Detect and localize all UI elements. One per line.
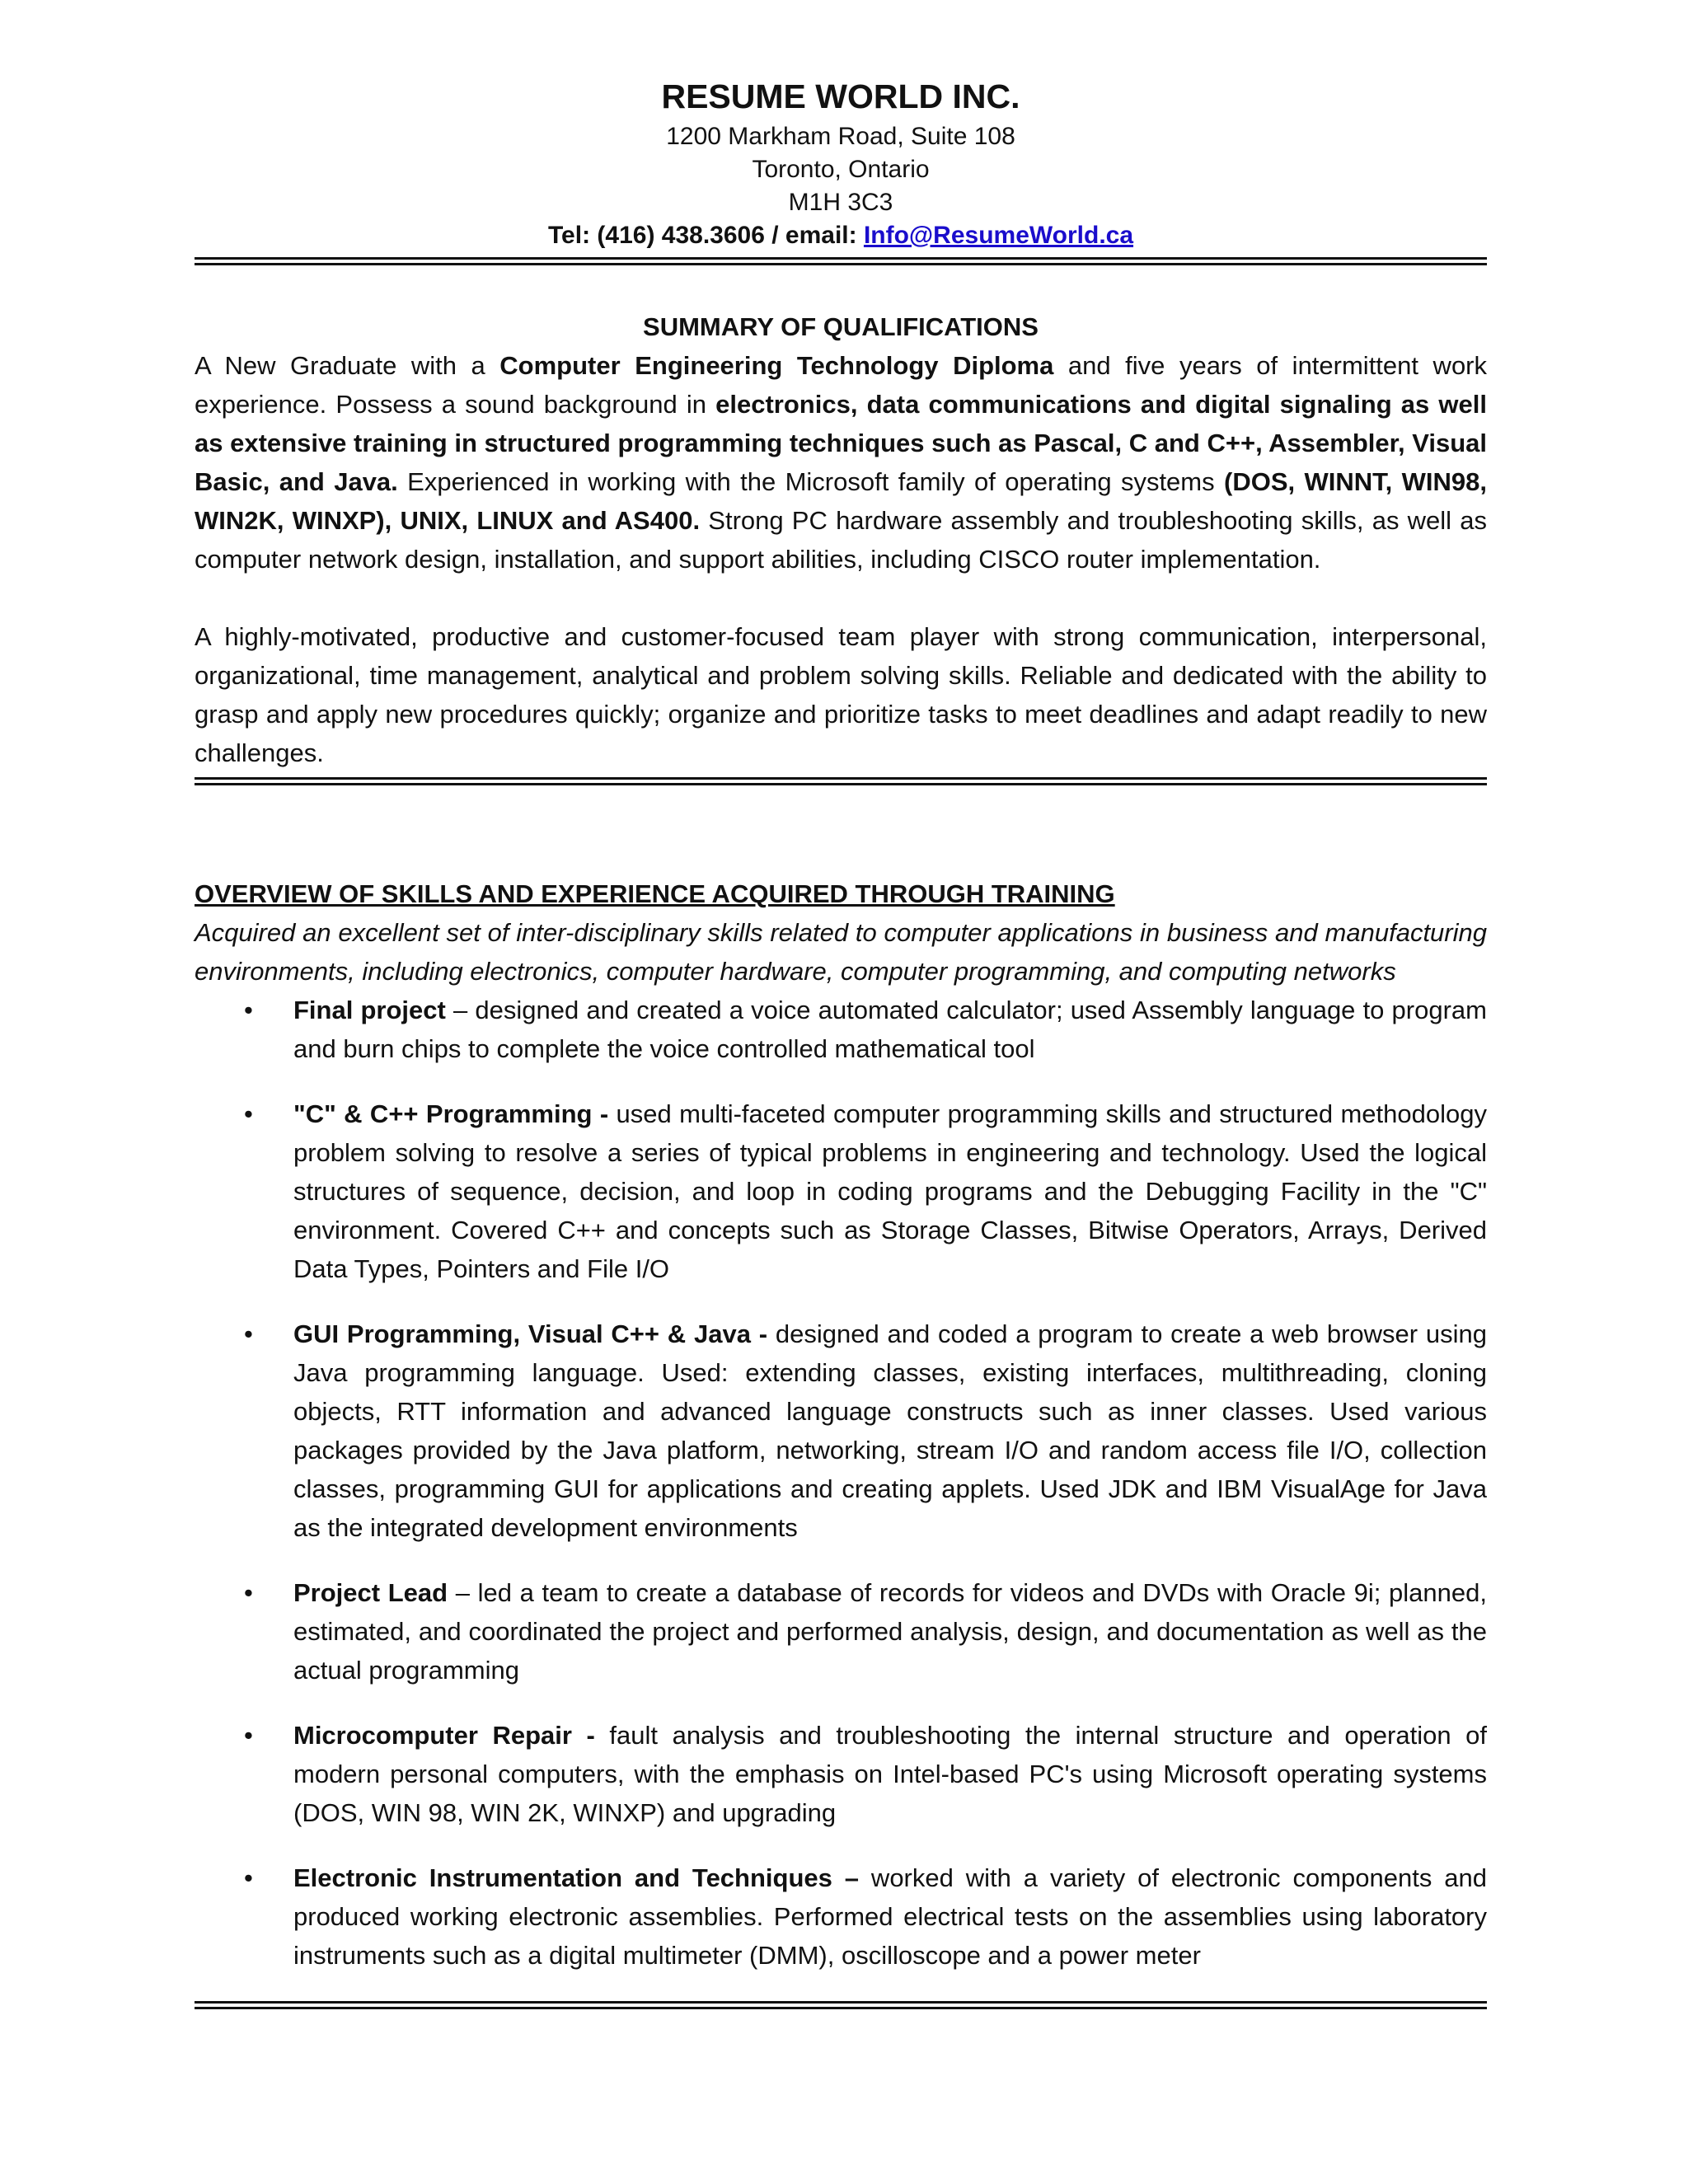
summary-divider bbox=[195, 777, 1487, 785]
item-heading: Project Lead bbox=[293, 1578, 448, 1607]
item-text: worked with a variety of electronic components and produced working electronic assemblies. Performed electrical tests on the assemblies using laboratory instruments such as a digital multimeter (DMM), oscilloscope and a power meter bbox=[293, 1863, 1487, 1970]
item-text: fault analysis and troubleshooting the internal structure and operation of modern personal computers, with the emphasis on Intel-based PC's using Microsoft operating systems (DOS, WIN 98, WIN 2K, WINXP) and upgrading bbox=[293, 1721, 1488, 1827]
list-item bbox=[195, 1716, 1487, 1832]
bullet-icon: • bbox=[244, 1863, 253, 1892]
list-item bbox=[195, 1573, 1487, 1690]
list-item bbox=[195, 991, 1487, 1068]
summary-text: and five years of intermittent work experience. Possess a sound background in bbox=[195, 351, 1488, 419]
item-text: – led a team to create a database of records for videos and DVDs with Oracle 9i; planned, estimated, and coordinated the project and performed analysis, design, and documentation as well as the actual programming bbox=[293, 1578, 1487, 1685]
email-link[interactable]: Info@ResumeWorld.ca bbox=[863, 222, 1134, 249]
item-text: – designed and created a voice automated calculator; used Assembly language to program and burn chips to complete the voice controlled mathematical tool bbox=[293, 996, 1487, 1063]
skills-list bbox=[195, 991, 1487, 1975]
address-line-2: Toronto, Ontario bbox=[752, 156, 930, 183]
item-heading: GUI Programming, Visual C++ & Java - bbox=[293, 1319, 768, 1348]
resume-page bbox=[195, 73, 1487, 2009]
overview-intro: Acquired an excellent set of inter-disciplinary skills related to computer applications in business and manufacturing environments, including electronics, computer hardware, computer programming, and computing networks bbox=[195, 918, 1487, 986]
summary-highlight: Computer Engineering Technology Diploma bbox=[499, 351, 1054, 380]
address-line-1: 1200 Markham Road, Suite 108 bbox=[666, 123, 1015, 150]
bullet-icon: • bbox=[244, 1319, 253, 1348]
summary-paragraph-2: A highly-motivated, productive and customer-focused team player with strong communication, interpersonal, organizational, time management, analytical and problem solving skills. Reliable and dedicated with the ability to grasp and apply new procedures quickly; organize and prioritize tasks to meet deadlines and adapt readily to new challenges. bbox=[195, 622, 1487, 767]
summary-highlight: (DOS, WINNT, WIN98, WIN2K, WINXP), UNIX, LINUX and AS400. bbox=[195, 467, 1488, 535]
item-text: designed and coded a program to create a web browser using Java programming language. Used: extending classes, existing interfaces, multithreading, cloning objects, RTT information and advanced language constructs such as inner classes. Used various packages provided by the Java platform, networking, stream I/O and random access file I/O, collection classes, programming GUI for applications and creating applets. Used JDK and IBM VisualAge for Java as the integrated development environments bbox=[293, 1319, 1487, 1542]
list-item bbox=[195, 1858, 1487, 1975]
paragraph-gap bbox=[195, 579, 1487, 617]
list-item bbox=[195, 1094, 1487, 1288]
contact-line bbox=[195, 219, 1487, 252]
company-name: RESUME WORLD INC. bbox=[661, 77, 1020, 115]
item-heading: "C" & C++ Programming - bbox=[293, 1099, 609, 1128]
item-heading: Final project bbox=[293, 996, 446, 1024]
bullet-icon: • bbox=[244, 1721, 253, 1750]
letterhead bbox=[195, 73, 1487, 252]
postal-code: M1H 3C3 bbox=[788, 189, 893, 216]
bullet-icon: • bbox=[244, 1099, 253, 1128]
summary-title: SUMMARY OF QUALIFICATIONS bbox=[643, 312, 1039, 341]
summary-highlight: electronics, data communications and digital signaling as well as extensive training in structured programming techniques such as Pascal, C and C++, Assembler, Visual Basic, and Java. bbox=[195, 390, 1487, 496]
item-text: used multi-faceted computer programming skills and structured methodology problem solving to resolve a series of typical problems in engineering and technology. Used the logical structures of sequence, decision, and loop in coding programs and the Debugging Facility in the "C" environment. Covered C++ and concepts such as Storage Classes, Bitwise Operators, Arrays, Derived Data Types, Pointers and File I/O bbox=[293, 1099, 1487, 1283]
overview-title: OVERVIEW OF SKILLS AND EXPERIENCE ACQUIRED THROUGH TRAINING bbox=[195, 879, 1115, 908]
header-divider bbox=[195, 257, 1487, 265]
list-item bbox=[195, 1315, 1487, 1547]
summary-text: Strong PC hardware assembly and troubleshooting skills, as well as computer network design, installation, and support abilities, including CISCO router implementation. bbox=[195, 506, 1487, 574]
item-heading: Microcomputer Repair - bbox=[293, 1721, 595, 1750]
summary-paragraph-1 bbox=[195, 346, 1487, 579]
bullet-icon: • bbox=[244, 996, 253, 1024]
summary-text: Experienced in working with the Microsoft family of operating systems bbox=[397, 467, 1225, 496]
summary-text: A New Graduate with a bbox=[195, 351, 500, 380]
item-heading: Electronic Instrumentation and Techniques – bbox=[293, 1863, 860, 1892]
footer-divider bbox=[195, 2001, 1487, 2009]
phone-label: Tel: (416) 438.3606 / email: bbox=[547, 222, 864, 249]
bullet-icon: • bbox=[244, 1578, 253, 1607]
